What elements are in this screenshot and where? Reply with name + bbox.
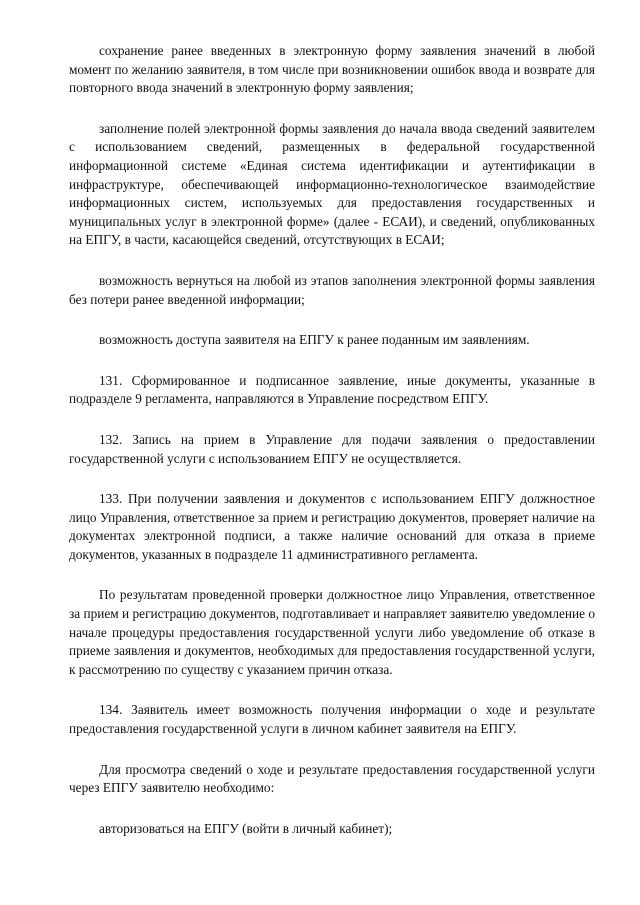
paragraph-131: 131. Сформированное и подписанное заявление, иные документы, указанные в подразделе 9 регламента, направляются в Управление посредством ЕПГУ. [69,372,595,407]
paragraph-132: 132. Запись на прием в Управление для подачи заявления о предоставлении государственной услуги с использованием ЕПГУ не осуществляется. [69,431,595,466]
document-body [69,42,595,860]
paragraph-access-applications: возможность доступа заявителя на ЕПГУ к ранее поданным им заявлениям. [99,332,530,348]
paragraph-authorize: авторизоваться на ЕПГУ (войти в личный кабинет); [99,820,393,836]
paragraph-saving-values: сохранение ранее введенных в электронную форму заявления значений в любой момент по желанию заявителя, в том числе при возникновении ошибок ввода и возврате для повторного ввода значений в электронную форму заявления; [69,43,595,96]
paragraph-133: 133. При получении заявления и документов с использованием ЕПГУ должностное лицо Управления, ответственное за прием и регистрацию документов, проверяет наличие на документах электронной подписи, а также наличие оснований для отказа в приеме документов, указанных в подразделе 11 административного регламента. [69,491,595,562]
paragraph-return-to-step: возможность вернуться на любой из этапов заполнения электронной формы заявления без потери ранее введенной информации; [69,272,595,307]
paragraph-prefill-fields: заполнение полей электронной формы заявления до начала ввода сведений заявителем с использованием сведений, размещенных в федеральной государственной информационной системе «Единая система идентификации и аутентификации в инфраструктуре, обеспечивающей информационно-технологическое взаимодействие информационных систем, используемых для предоставления государственных и муниципальных услуг в электронной форме» (далее - ЕСАИ), и сведений, опубликованных на ЕПГУ, в части, касающейся сведений, отсутствующих в ЕСАИ; [69,120,595,248]
paragraph-134: 134. Заявитель имеет возможность получения информации о ходе и результате предоставления государственной услуги в личном кабинет заявителя на ЕПГУ. [69,702,595,737]
paragraph-view-info: Для просмотра сведений о ходе и результате предоставления государственной услуги через ЕПГУ заявителю необходимо: [69,761,595,796]
paragraph-check-results: По результатам проведенной проверки должностное лицо Управления, ответственное за прием и регистрацию документов, подготавливает и направляет заявителю уведомление о начале процедуры предоставления государственной услуги либо уведомление об отказе в приеме заявления и документов, необходимых для предоставления государственной услуги, к рассмотрению по существу с указанием причин отказа. [69,587,595,677]
